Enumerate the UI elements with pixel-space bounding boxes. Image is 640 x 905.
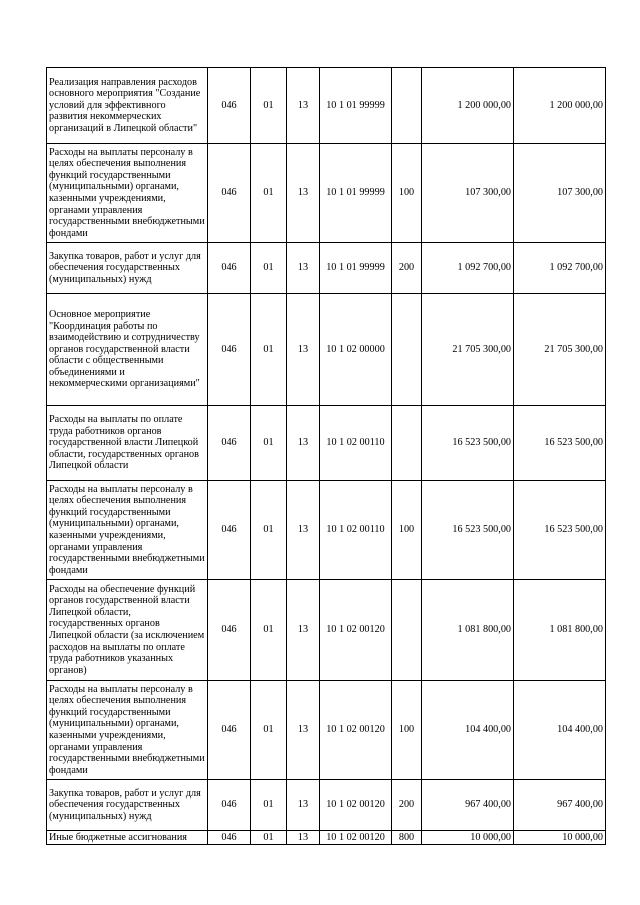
amount-year-1: 16 523 500,00: [422, 481, 514, 580]
amount-year-2: 1 092 700,00: [514, 243, 606, 294]
target-article-code: 10 1 02 00110: [320, 406, 392, 481]
target-article-code: 10 1 02 00110: [320, 481, 392, 580]
target-article-code: 10 1 02 00120: [320, 831, 392, 845]
expense-name: Расходы на обеспечение функций органов государственной власти Липецкой области, государственных органов Липецкой области (за исключением расходов на выплаты по оплате труда работников указанных органов): [47, 580, 208, 681]
section-code: 01: [251, 406, 287, 481]
amount-year-1: 1 092 700,00: [422, 243, 514, 294]
table-row: [47, 243, 606, 294]
section-code: 01: [251, 831, 287, 845]
table-row: [47, 68, 606, 144]
expense-name: Закупка товаров, работ и услуг для обеспечения государственных (муниципальных) нужд: [47, 243, 208, 294]
expense-type-code: [392, 68, 422, 144]
amount-year-1: 107 300,00: [422, 144, 514, 243]
amount-year-1: 10 000,00: [422, 831, 514, 845]
amount-year-2: 104 400,00: [514, 681, 606, 780]
amount-year-2: 1 200 000,00: [514, 68, 606, 144]
expense-type-code: 100: [392, 481, 422, 580]
budget-table: [46, 67, 606, 845]
expense-type-code: [392, 580, 422, 681]
table-row: [47, 294, 606, 406]
section-code: 01: [251, 294, 287, 406]
subsection-code: 13: [287, 481, 320, 580]
subsection-code: 13: [287, 294, 320, 406]
table-row: [47, 406, 606, 481]
subsection-code: 13: [287, 68, 320, 144]
expense-type-code: 100: [392, 681, 422, 780]
expense-type-code: 200: [392, 780, 422, 831]
expense-name: Расходы на выплаты персоналу в целях обеспечения выполнения функций государственными (муниципальными) органами, казенными учреждениями, органами управления государственными внебюджетными фондами: [47, 681, 208, 780]
target-article-code: 10 1 01 99999: [320, 243, 392, 294]
target-article-code: 10 1 02 00000: [320, 294, 392, 406]
admin-code: 046: [208, 481, 251, 580]
admin-code: 046: [208, 243, 251, 294]
target-article-code: 10 1 01 99999: [320, 144, 392, 243]
subsection-code: 13: [287, 681, 320, 780]
expense-name: Основное мероприятие "Координация работы по взаимодействию и сотрудничеству органов государственной власти области с общественными объединениями и некоммерческими организациями": [47, 294, 208, 406]
subsection-code: 13: [287, 406, 320, 481]
expense-name: Расходы на выплаты персоналу в целях обеспечения выполнения функций государственными (муниципальными) органами, казенными учреждениями, органами управления государственными внебюджетными фондами: [47, 144, 208, 243]
subsection-code: 13: [287, 243, 320, 294]
amount-year-1: 967 400,00: [422, 780, 514, 831]
table-row: [47, 144, 606, 243]
target-article-code: 10 1 02 00120: [320, 780, 392, 831]
table-body: [47, 68, 606, 845]
subsection-code: 13: [287, 580, 320, 681]
amount-year-2: 1 081 800,00: [514, 580, 606, 681]
admin-code: 046: [208, 294, 251, 406]
admin-code: 046: [208, 681, 251, 780]
section-code: 01: [251, 481, 287, 580]
table-row: [47, 780, 606, 831]
amount-year-1: 104 400,00: [422, 681, 514, 780]
amount-year-2: 16 523 500,00: [514, 481, 606, 580]
amount-year-1: 21 705 300,00: [422, 294, 514, 406]
target-article-code: 10 1 02 00120: [320, 681, 392, 780]
table-row: [47, 681, 606, 780]
section-code: 01: [251, 144, 287, 243]
table-row: [47, 481, 606, 580]
admin-code: 046: [208, 831, 251, 845]
section-code: 01: [251, 780, 287, 831]
subsection-code: 13: [287, 831, 320, 845]
section-code: 01: [251, 68, 287, 144]
expense-type-code: 800: [392, 831, 422, 845]
expense-name: Реализация направления расходов основного мероприятия "Создание условий для эффективного развития некоммерческих организаций в Липецкой области": [47, 68, 208, 144]
admin-code: 046: [208, 68, 251, 144]
section-code: 01: [251, 580, 287, 681]
admin-code: 046: [208, 580, 251, 681]
subsection-code: 13: [287, 780, 320, 831]
table-row: [47, 580, 606, 681]
amount-year-1: 1 200 000,00: [422, 68, 514, 144]
amount-year-2: 967 400,00: [514, 780, 606, 831]
expense-name: Расходы на выплаты по оплате труда работников органов государственной власти Липецкой области, государственных органов Липецкой области: [47, 406, 208, 481]
expense-name: Иные бюджетные ассигнования: [47, 831, 208, 845]
amount-year-1: 1 081 800,00: [422, 580, 514, 681]
table-row: [47, 831, 606, 845]
expense-name: Расходы на выплаты персоналу в целях обеспечения выполнения функций государственными (муниципальными) органами, казенными учреждениями, органами управления государственными внебюджетными фондами: [47, 481, 208, 580]
amount-year-2: 107 300,00: [514, 144, 606, 243]
admin-code: 046: [208, 144, 251, 243]
expense-type-code: [392, 294, 422, 406]
expense-type-code: 200: [392, 243, 422, 294]
target-article-code: 10 1 02 00120: [320, 580, 392, 681]
expense-type-code: [392, 406, 422, 481]
amount-year-2: 21 705 300,00: [514, 294, 606, 406]
amount-year-2: 16 523 500,00: [514, 406, 606, 481]
admin-code: 046: [208, 406, 251, 481]
amount-year-1: 16 523 500,00: [422, 406, 514, 481]
expense-type-code: 100: [392, 144, 422, 243]
amount-year-2: 10 000,00: [514, 831, 606, 845]
target-article-code: 10 1 01 99999: [320, 68, 392, 144]
admin-code: 046: [208, 780, 251, 831]
subsection-code: 13: [287, 144, 320, 243]
section-code: 01: [251, 243, 287, 294]
expense-name: Закупка товаров, работ и услуг для обеспечения государственных (муниципальных) нужд: [47, 780, 208, 831]
section-code: 01: [251, 681, 287, 780]
